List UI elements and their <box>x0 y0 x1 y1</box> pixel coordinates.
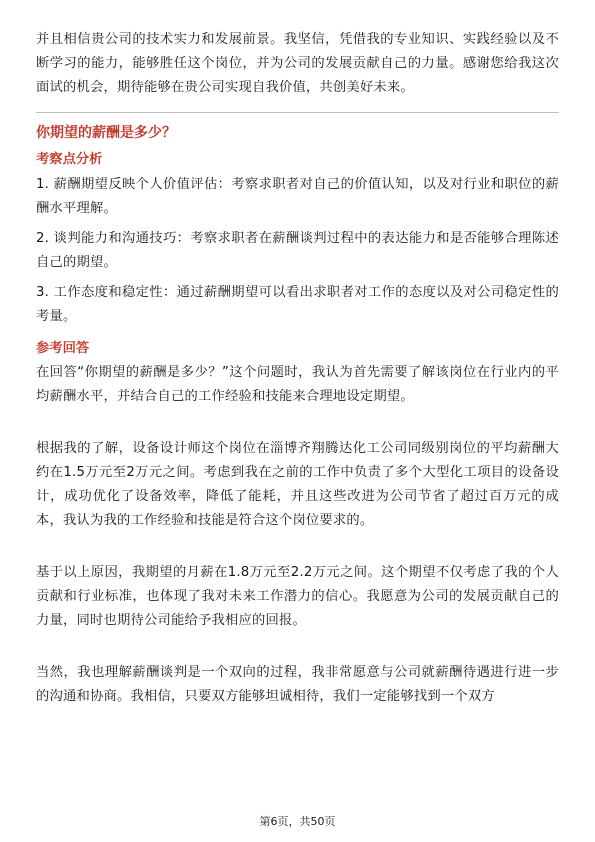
answer-paragraph-2: 根据我的了解，设备设计师这个岗位在淄博齐翔腾达化工公司同级别岗位的平均薪酬大约在1.5万元至2万元之间。考虑到我在之前的工作中负责了多个大型化工项目的设备设计，成功优化了设备效率，降低了能耗，并且这些改进为公司节省了超过百万元的成本，我认为我的工作经验和技能是符合这个岗位要求的。 <box>36 441 559 528</box>
intro-continued-paragraph: 并且相信贵公司的技术实力和发展前景。我坚信，凭借我的专业知识、实践经验以及不断学习的能力，能够胜任这个岗位，并为公司的发展贡献自己的力量。感谢您给我这次面试的机会，期待能够在贵公司实现自我价值，共创美好未来。 <box>36 32 559 95</box>
analysis-point-2: 2. 谈判能力和沟通技巧：考察求职者在薪酬谈判过程中的表达能力和是否能够合理陈述自己的期望。 <box>36 231 559 270</box>
document-page <box>36 28 559 709</box>
answer-paragraph-1: 在回答“你期望的薪酬是多少？”这个问题时，我认为首先需要了解该岗位在行业内的平均薪酬水平，并结合自己的工作经验和技能来合理地设定期望。 <box>36 365 559 404</box>
page-number-footer: 第6页，共50页 <box>259 815 336 828</box>
analysis-heading: 考察点分析 <box>36 152 103 167</box>
answer-paragraph-3: 基于以上原因，我期望的月薪在1.8万元至2.2万元之间。这个期望不仅考虑了我的个人贡献和行业标准，也体现了我对未来工作潜力的信心。我愿意为公司的发展贡献自己的力量，同时也期待公司能给予我相应的回报。 <box>36 565 559 628</box>
answer-paragraph-4: 当然，我也理解薪酬谈判是一个双向的过程，我非常愿意与公司就薪酬待遇进行进一步的沟通和协商。我相信，只要双方能够坦诚相待，我们一定能够找到一个双方 <box>36 665 559 704</box>
question-title: 你期望的薪酬是多少？ <box>36 125 176 141</box>
analysis-point-3: 3. 工作态度和稳定性：通过薪酬期望可以看出求职者对工作的态度以及对公司稳定性的考量。 <box>36 285 559 324</box>
section-divider <box>36 112 559 113</box>
answer-heading: 参考回答 <box>36 341 90 356</box>
analysis-point-1: 1. 薪酬期望反映个人价值评估：考察求职者对自己的价值认知，以及对行业和职位的薪酬水平理解。 <box>36 177 559 216</box>
